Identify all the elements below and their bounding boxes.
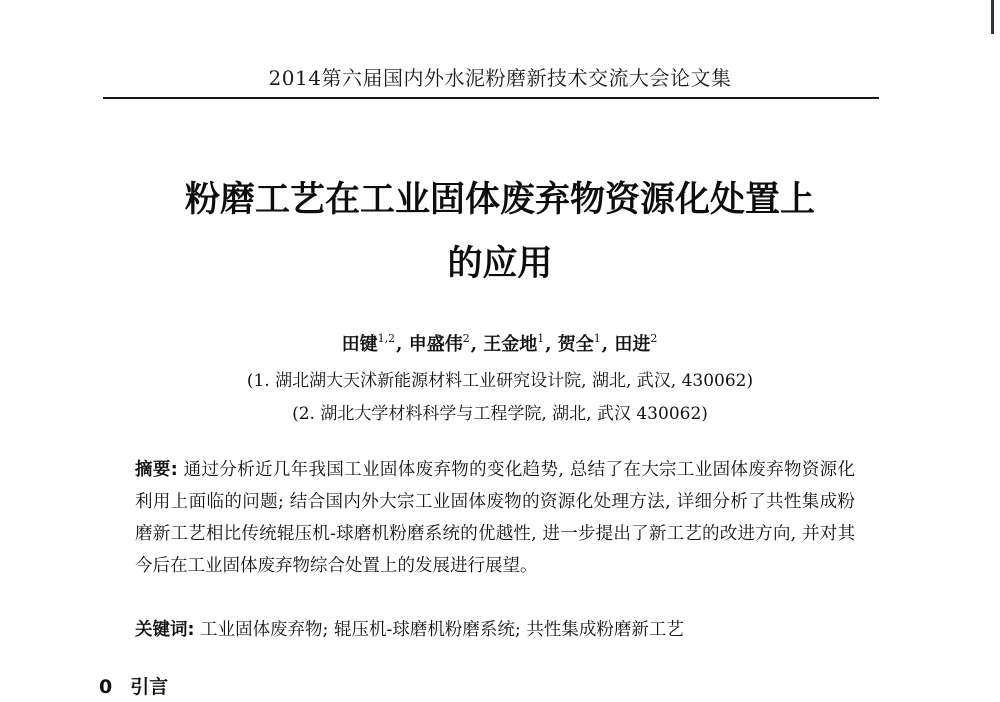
author-affiliation-mark: 1 [593,332,601,345]
author-separator: , [601,334,615,355]
author-separator: , [545,334,558,355]
author-name: 田键 [341,334,378,355]
running-header: 2014第六届国内外水泥粉磨新技术交流大会论文集 [268,66,732,90]
section-number: 0 [99,676,113,698]
author-affiliation-mark: 2 [650,332,658,345]
author-name: 田进 [614,334,651,355]
author-name: 王金地 [483,334,538,355]
header-rule [103,97,879,99]
author-list [0,330,1000,356]
section-heading [99,672,168,699]
paper-title-line-2: 的应用 [447,244,553,284]
author-name: 贺全 [557,334,594,355]
abstract [135,454,855,582]
paper-title [0,168,1000,296]
author-name: 申盛伟 [408,334,463,355]
keywords-label: 关键词: [135,620,195,640]
section-title: 引言 [130,676,169,698]
author-separator: , [470,334,484,355]
keywords-text: 工业固体废弃物; 辊压机-球磨机粉磨系统; 共性集成粉磨新工艺 [194,620,684,640]
affiliation-2: (2. 湖北大学材料科学与工程学院, 湖北, 武汉 430062) [292,404,708,424]
author-separator: , [396,334,409,355]
author-affiliation-mark: 1 [537,332,545,345]
affiliation-1: (1. 湖北湖大天沭新能源材料工业研究设计院, 湖北, 武汉, 430062) [246,371,754,391]
scan-edge-mark [991,0,994,34]
paper-title-line-1: 粉磨工艺在工业固体废弃物资源化处置上 [184,180,815,220]
abstract-label: 摘要: [135,460,178,480]
abstract-text: 通过分析近几年我国工业固体废弃物的变化趋势, 总结了在大宗工业固体废弃物资源化利用上面临的问题; 结合国内外大宗工业固体废物的资源化处理方法, 详细分析了共性集成粉磨新工艺相比传统辊压机-球磨机粉磨系统的优越性, 进一步提出了新工艺的改进方向, 并对其今后在工业固体废弃物综合处置上的发展进行展望。 [135,460,856,576]
author-affiliation-mark: 1,2 [377,332,396,345]
keywords [135,614,855,646]
author-affiliation-mark: 2 [462,332,470,345]
